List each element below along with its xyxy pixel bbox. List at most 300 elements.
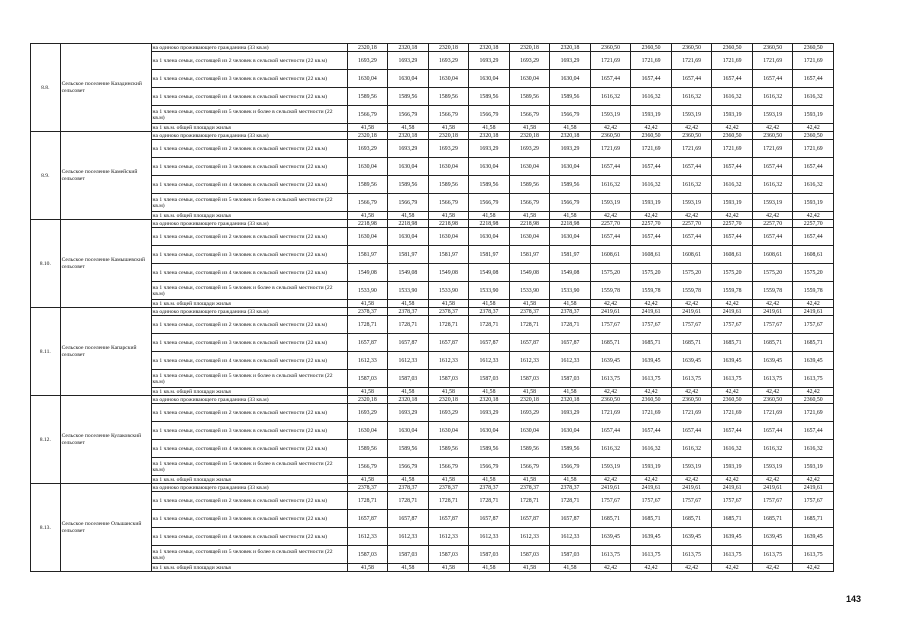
value-cell: 41,58 (347, 124, 388, 132)
row-label: на 1 кв.м. общей площади жилья (151, 124, 347, 132)
value-cell: 1613,75 (752, 370, 793, 388)
value-cell: 1639,45 (793, 528, 834, 546)
value-cell: 1616,32 (590, 88, 631, 106)
value-cell: 1589,56 (388, 176, 429, 194)
value-cell: 1616,32 (671, 176, 712, 194)
value-cell: 42,42 (671, 388, 712, 396)
value-cell: 41,58 (509, 564, 550, 572)
value-cell: 2360,50 (712, 44, 753, 52)
value-cell: 2360,50 (752, 132, 793, 140)
value-cell: 1630,04 (550, 158, 591, 176)
value-cell: 41,58 (347, 300, 388, 308)
table-row (31, 510, 834, 528)
value-cell: 1533,90 (347, 282, 388, 300)
table-row (31, 308, 834, 316)
value-cell: 1721,69 (590, 52, 631, 70)
value-cell: 41,58 (550, 388, 591, 396)
value-cell: 1589,56 (428, 176, 469, 194)
value-cell: 41,58 (388, 564, 429, 572)
value-cell: 2419,61 (752, 484, 793, 492)
value-cell: 2360,50 (671, 396, 712, 404)
row-label: на 1 члена семьи, состоящей из 3 человек в сельской местности (22 кв.м) (151, 334, 347, 352)
value-cell: 1630,04 (428, 70, 469, 88)
value-cell: 1589,56 (469, 88, 510, 106)
value-cell: 1587,03 (509, 370, 550, 388)
value-cell: 1593,19 (793, 194, 834, 212)
value-cell: 1613,75 (671, 370, 712, 388)
value-cell: 1728,71 (469, 316, 510, 334)
value-cell: 1721,69 (671, 404, 712, 422)
value-cell: 1589,56 (388, 88, 429, 106)
table-row (31, 88, 834, 106)
value-cell: 1612,33 (388, 528, 429, 546)
value-cell: 1757,67 (671, 316, 712, 334)
table-row (31, 212, 834, 220)
value-cell: 1533,90 (428, 282, 469, 300)
value-cell: 1566,79 (509, 458, 550, 476)
value-cell: 2360,50 (671, 44, 712, 52)
value-cell: 2378,37 (469, 308, 510, 316)
value-cell: 1593,19 (793, 106, 834, 124)
table-row (31, 528, 834, 546)
value-cell: 2360,50 (793, 132, 834, 140)
value-cell: 1639,45 (671, 528, 712, 546)
value-cell: 1559,78 (712, 282, 753, 300)
value-cell: 1657,44 (631, 228, 672, 246)
value-cell: 2360,50 (590, 44, 631, 52)
value-cell: 41,58 (550, 564, 591, 572)
value-cell: 2419,61 (590, 308, 631, 316)
table-row (31, 484, 834, 492)
row-label: на 1 члена семьи, состоящей из 3 человек в сельской местности (22 кв.м) (151, 510, 347, 528)
table-row (31, 52, 834, 70)
value-cell: 1630,04 (347, 422, 388, 440)
row-label: на 1 члена семьи, состоящей из 2 человек в сельской местности (22 кв.м) (151, 52, 347, 70)
value-cell: 1549,08 (550, 264, 591, 282)
table-row (31, 396, 834, 404)
value-cell: 41,58 (469, 300, 510, 308)
value-cell: 1693,29 (469, 140, 510, 158)
value-cell: 1549,08 (509, 264, 550, 282)
value-cell: 1616,32 (712, 440, 753, 458)
value-cell: 2419,61 (671, 484, 712, 492)
value-cell: 1728,71 (428, 316, 469, 334)
value-cell: 1612,33 (347, 352, 388, 370)
value-cell: 1630,04 (509, 228, 550, 246)
value-cell: 1639,45 (590, 528, 631, 546)
value-cell: 1657,44 (671, 70, 712, 88)
tariff-sheet (30, 43, 834, 572)
value-cell: 2257,70 (712, 220, 753, 228)
value-cell: 2360,50 (590, 396, 631, 404)
value-cell: 1593,19 (671, 106, 712, 124)
value-cell: 2257,70 (671, 220, 712, 228)
value-cell: 1616,32 (793, 440, 834, 458)
value-cell: 1693,29 (550, 140, 591, 158)
value-cell: 41,58 (469, 564, 510, 572)
value-cell: 1721,69 (752, 140, 793, 158)
table-row (31, 282, 834, 300)
row-label: на 1 члена семьи, состоящей из 2 человек в сельской местности (22 кв.м) (151, 228, 347, 246)
table-row (31, 106, 834, 124)
value-cell: 1608,61 (671, 246, 712, 264)
value-cell: 1593,19 (631, 106, 672, 124)
table-row (31, 70, 834, 88)
value-cell: 41,58 (347, 476, 388, 484)
value-cell: 1757,67 (712, 316, 753, 334)
row-label: на одиноко проживающего гражданина (33 кв.м) (151, 220, 347, 228)
value-cell: 1533,90 (550, 282, 591, 300)
value-cell: 1728,71 (347, 316, 388, 334)
value-cell: 1612,33 (550, 528, 591, 546)
row-label: на 1 кв.м. общей площади жилья (151, 388, 347, 396)
value-cell: 2218,98 (347, 220, 388, 228)
value-cell: 2360,50 (631, 44, 672, 52)
value-cell: 42,42 (631, 124, 672, 132)
table-row (31, 352, 834, 370)
value-cell: 2320,18 (550, 396, 591, 404)
value-cell: 1630,04 (509, 422, 550, 440)
value-cell: 1639,45 (752, 528, 793, 546)
value-cell: 1587,03 (428, 370, 469, 388)
value-cell: 1616,32 (752, 176, 793, 194)
table-row (31, 140, 834, 158)
value-cell: 42,42 (752, 124, 793, 132)
value-cell: 1721,69 (631, 140, 672, 158)
value-cell: 2378,37 (347, 308, 388, 316)
group-code: 8.9. (31, 132, 61, 220)
value-cell: 2419,61 (712, 484, 753, 492)
value-cell: 1693,29 (469, 404, 510, 422)
value-cell: 2320,18 (469, 132, 510, 140)
value-cell: 1693,29 (550, 52, 591, 70)
value-cell: 42,42 (712, 564, 753, 572)
value-cell: 1693,29 (347, 140, 388, 158)
value-cell: 1593,19 (671, 194, 712, 212)
value-cell: 1657,87 (347, 334, 388, 352)
value-cell: 41,58 (388, 476, 429, 484)
value-cell: 1566,79 (550, 194, 591, 212)
value-cell: 1721,69 (671, 52, 712, 70)
table-row (31, 422, 834, 440)
table-row (31, 300, 834, 308)
table-row (31, 492, 834, 510)
row-label: на 1 кв.м. общей площади жилья (151, 564, 347, 572)
value-cell: 42,42 (793, 124, 834, 132)
value-cell: 1587,03 (347, 546, 388, 564)
value-cell: 1566,79 (550, 458, 591, 476)
row-label: на одиноко проживающего гражданина (33 кв.м) (151, 396, 347, 404)
value-cell: 42,42 (752, 476, 793, 484)
value-cell: 1612,33 (550, 352, 591, 370)
value-cell: 1593,19 (793, 458, 834, 476)
value-cell: 1693,29 (347, 404, 388, 422)
value-cell: 1721,69 (631, 52, 672, 70)
value-cell: 41,58 (428, 212, 469, 220)
value-cell: 2360,50 (752, 396, 793, 404)
value-cell: 42,42 (671, 212, 712, 220)
value-cell: 41,58 (509, 124, 550, 132)
value-cell: 1559,78 (590, 282, 631, 300)
table-row (31, 220, 834, 228)
value-cell: 1559,78 (752, 282, 793, 300)
value-cell: 1630,04 (388, 158, 429, 176)
value-cell: 2320,18 (509, 44, 550, 52)
value-cell: 42,42 (793, 388, 834, 396)
value-cell: 41,58 (428, 388, 469, 396)
value-cell: 1616,32 (793, 176, 834, 194)
value-cell: 1630,04 (388, 422, 429, 440)
value-cell: 1693,29 (428, 140, 469, 158)
value-cell: 41,58 (469, 388, 510, 396)
value-cell: 1589,56 (347, 440, 388, 458)
value-cell: 1612,33 (509, 352, 550, 370)
value-cell: 1575,20 (671, 264, 712, 282)
value-cell: 1657,44 (752, 70, 793, 88)
value-cell: 2320,18 (388, 396, 429, 404)
table-row (31, 316, 834, 334)
value-cell: 1757,67 (590, 316, 631, 334)
value-cell: 1657,44 (752, 228, 793, 246)
row-label: на одиноко проживающего гражданина (33 кв.м) (151, 484, 347, 492)
value-cell: 42,42 (631, 564, 672, 572)
value-cell: 1757,67 (712, 492, 753, 510)
value-cell: 1589,56 (509, 176, 550, 194)
row-label: на 1 члена семьи, состоящей из 3 человек в сельской местности (22 кв.м) (151, 246, 347, 264)
value-cell: 42,42 (671, 476, 712, 484)
group-code: 8.11. (31, 308, 61, 396)
value-cell: 1657,44 (712, 70, 753, 88)
value-cell: 2419,61 (793, 308, 834, 316)
value-cell: 1566,79 (469, 458, 510, 476)
value-cell: 42,42 (631, 300, 672, 308)
value-cell: 1639,45 (671, 352, 712, 370)
value-cell: 42,42 (712, 388, 753, 396)
table-row (31, 132, 834, 140)
value-cell: 2320,18 (469, 396, 510, 404)
value-cell: 1728,71 (388, 316, 429, 334)
value-cell: 1685,71 (793, 510, 834, 528)
value-cell: 1657,44 (793, 422, 834, 440)
value-cell: 1613,75 (631, 546, 672, 564)
value-cell: 1630,04 (469, 228, 510, 246)
value-cell: 1757,67 (793, 492, 834, 510)
value-cell: 1581,97 (388, 246, 429, 264)
value-cell: 1693,29 (428, 52, 469, 70)
value-cell: 1587,03 (347, 370, 388, 388)
value-cell: 1657,44 (631, 70, 672, 88)
value-cell: 1757,67 (752, 316, 793, 334)
value-cell: 1639,45 (631, 528, 672, 546)
value-cell: 1613,75 (712, 370, 753, 388)
value-cell: 1757,67 (671, 492, 712, 510)
value-cell: 1593,19 (590, 458, 631, 476)
table-row (31, 264, 834, 282)
group-code: 8.8. (31, 44, 61, 132)
table-row (31, 564, 834, 572)
table-row (31, 334, 834, 352)
value-cell: 1589,56 (509, 440, 550, 458)
value-cell: 1693,29 (388, 404, 429, 422)
value-cell: 41,58 (550, 212, 591, 220)
value-cell: 1728,71 (550, 316, 591, 334)
value-cell: 2419,61 (752, 308, 793, 316)
table-row (31, 440, 834, 458)
value-cell: 1693,29 (509, 404, 550, 422)
value-cell: 2218,98 (469, 220, 510, 228)
value-cell: 2419,61 (631, 484, 672, 492)
table-row (31, 176, 834, 194)
table-row (31, 404, 834, 422)
value-cell: 1630,04 (347, 158, 388, 176)
value-cell: 2320,18 (550, 44, 591, 52)
value-cell: 1693,29 (388, 52, 429, 70)
value-cell: 1728,71 (509, 316, 550, 334)
row-label: на 1 члена семьи, состоящей из 4 человек в сельской местности (22 кв.м) (151, 352, 347, 370)
row-label: на одиноко проживающего гражданина (33 кв.м) (151, 308, 347, 316)
value-cell: 2320,18 (388, 132, 429, 140)
value-cell: 1581,97 (347, 246, 388, 264)
value-cell: 2320,18 (347, 44, 388, 52)
value-cell: 41,58 (388, 300, 429, 308)
row-label: на 1 члена семьи, состоящей из 3 человек в сельской местности (22 кв.м) (151, 158, 347, 176)
value-cell: 1630,04 (428, 422, 469, 440)
table-row (31, 458, 834, 476)
value-cell: 1657,87 (469, 334, 510, 352)
value-cell: 1639,45 (752, 352, 793, 370)
table-body (31, 44, 834, 572)
value-cell: 1657,44 (671, 158, 712, 176)
value-cell: 2320,18 (388, 44, 429, 52)
value-cell: 1721,69 (752, 52, 793, 70)
value-cell: 1657,87 (388, 334, 429, 352)
table-row (31, 194, 834, 212)
row-label: на 1 члена семьи, состоящей из 2 человек в сельской местности (22 кв.м) (151, 140, 347, 158)
value-cell: 1728,71 (469, 492, 510, 510)
value-cell: 2378,37 (509, 308, 550, 316)
value-cell: 42,42 (671, 124, 712, 132)
row-label: на 1 члена семьи, состоящей из 5 человек и более в сельской местности (22 кв.м) (151, 194, 347, 212)
value-cell: 1575,20 (752, 264, 793, 282)
value-cell: 1613,75 (793, 546, 834, 564)
value-cell: 2360,50 (712, 132, 753, 140)
value-cell: 1657,44 (590, 228, 631, 246)
value-cell: 1639,45 (712, 352, 753, 370)
value-cell: 1589,56 (550, 88, 591, 106)
value-cell: 1728,71 (509, 492, 550, 510)
row-label: на одиноко проживающего гражданина (33 кв.м) (151, 44, 347, 52)
value-cell: 1721,69 (590, 404, 631, 422)
value-cell: 2320,18 (428, 132, 469, 140)
value-cell: 1533,90 (469, 282, 510, 300)
value-cell: 2360,50 (631, 396, 672, 404)
value-cell: 1616,32 (752, 88, 793, 106)
value-cell: 1587,03 (469, 370, 510, 388)
value-cell: 42,42 (671, 300, 712, 308)
value-cell: 2320,18 (550, 132, 591, 140)
value-cell: 1575,20 (631, 264, 672, 282)
table-row (31, 546, 834, 564)
value-cell: 1589,56 (428, 440, 469, 458)
value-cell: 1613,75 (793, 370, 834, 388)
value-cell: 1593,19 (712, 458, 753, 476)
value-cell: 1721,69 (590, 140, 631, 158)
value-cell: 42,42 (752, 564, 793, 572)
value-cell: 41,58 (428, 300, 469, 308)
value-cell: 1630,04 (550, 70, 591, 88)
value-cell: 1612,33 (469, 352, 510, 370)
value-cell: 1612,33 (469, 528, 510, 546)
value-cell: 1589,56 (347, 88, 388, 106)
value-cell: 1566,79 (388, 194, 429, 212)
value-cell: 1566,79 (347, 458, 388, 476)
value-cell: 1612,33 (347, 528, 388, 546)
value-cell: 1728,71 (428, 492, 469, 510)
value-cell: 1657,87 (550, 334, 591, 352)
value-cell: 1685,71 (631, 334, 672, 352)
value-cell: 1657,44 (671, 422, 712, 440)
value-cell: 1566,79 (469, 106, 510, 124)
value-cell: 1613,75 (752, 546, 793, 564)
value-cell: 1593,19 (590, 106, 631, 124)
value-cell: 1693,29 (388, 140, 429, 158)
value-cell: 1616,32 (631, 176, 672, 194)
value-cell: 1581,97 (509, 246, 550, 264)
value-cell: 1566,79 (550, 106, 591, 124)
value-cell: 1549,08 (347, 264, 388, 282)
value-cell: 1693,29 (509, 140, 550, 158)
value-cell: 1549,08 (428, 264, 469, 282)
value-cell: 1566,79 (509, 194, 550, 212)
value-cell: 1757,67 (752, 492, 793, 510)
value-cell: 1575,20 (793, 264, 834, 282)
value-cell: 1630,04 (469, 422, 510, 440)
value-cell: 2218,98 (428, 220, 469, 228)
table-row (31, 370, 834, 388)
value-cell: 1566,79 (428, 106, 469, 124)
value-cell: 1566,79 (347, 106, 388, 124)
value-cell: 1616,32 (752, 440, 793, 458)
value-cell: 1630,04 (347, 70, 388, 88)
value-cell: 2378,37 (388, 484, 429, 492)
row-label: на 1 члена семьи, состоящей из 5 человек и более в сельской местности (22 кв.м) (151, 106, 347, 124)
value-cell: 1549,08 (388, 264, 429, 282)
value-cell: 1589,56 (347, 176, 388, 194)
value-cell: 1566,79 (469, 194, 510, 212)
value-cell: 2419,61 (712, 308, 753, 316)
value-cell: 2360,50 (590, 132, 631, 140)
value-cell: 1593,19 (752, 458, 793, 476)
row-label: на одиноко проживающего гражданина (33 кв.м) (151, 132, 347, 140)
value-cell: 1630,04 (509, 158, 550, 176)
value-cell: 41,58 (550, 300, 591, 308)
table-row (31, 476, 834, 484)
value-cell: 1616,32 (671, 88, 712, 106)
value-cell: 41,58 (509, 476, 550, 484)
value-cell: 2257,70 (590, 220, 631, 228)
value-cell: 42,42 (590, 212, 631, 220)
value-cell: 1566,79 (388, 106, 429, 124)
row-label: на 1 члена семьи, состоящей из 2 человек в сельской местности (22 кв.м) (151, 492, 347, 510)
value-cell: 1559,78 (793, 282, 834, 300)
value-cell: 42,42 (590, 564, 631, 572)
value-cell: 2360,50 (712, 396, 753, 404)
value-cell: 1657,44 (712, 422, 753, 440)
value-cell: 2320,18 (428, 44, 469, 52)
value-cell: 1657,87 (388, 510, 429, 528)
value-cell: 42,42 (793, 212, 834, 220)
value-cell: 1657,44 (590, 158, 631, 176)
